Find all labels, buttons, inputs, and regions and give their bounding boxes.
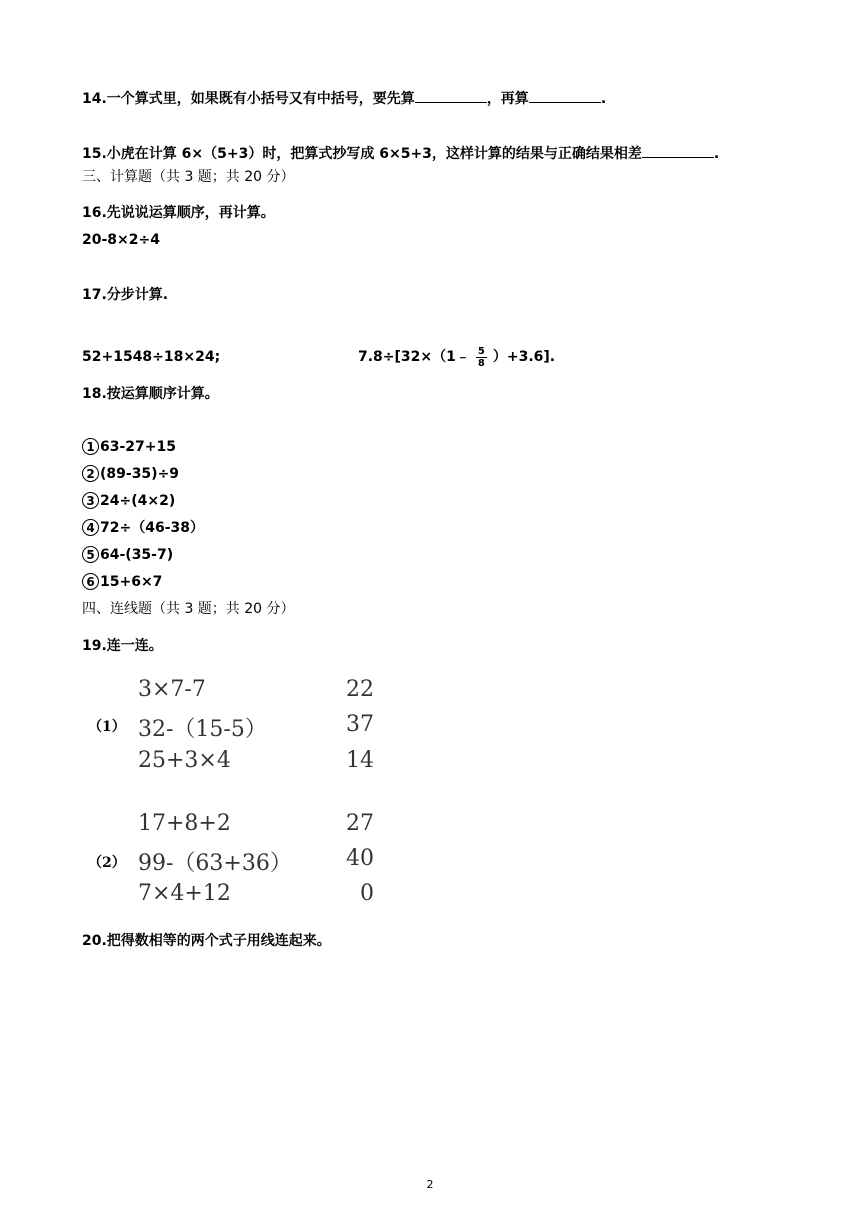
match-result[interactable]: 22 (346, 677, 374, 702)
question-16-title: 16.先说说运算顺序，再计算。 (82, 205, 275, 221)
section-heading-3: 三、计算题（共 3 题；共 20 分） (82, 169, 295, 185)
item-expression: 64-(35-7) (100, 547, 174, 563)
question-18-title: 18.按运算顺序计算。 (82, 386, 219, 402)
group-label: （2） (88, 855, 126, 871)
answer-blank[interactable] (529, 86, 601, 103)
question-20-title: 20.把得数相等的两个式子用线连起来。 (82, 933, 331, 949)
question-18-item (82, 518, 204, 538)
match-expression[interactable]: 17+8+2 (138, 811, 231, 836)
match-expression[interactable]: 25+3×4 (138, 748, 231, 773)
item-expression: (89-35)÷9 (100, 466, 180, 482)
section-heading-4: 四、连线题（共 3 题；共 20 分） (82, 601, 295, 617)
match-expression[interactable]: 99-（63+36） (138, 851, 292, 876)
expression-part-b: ）+3.6]. (492, 349, 556, 365)
expression-part-a: 7.8÷[32×（1﹣ (358, 349, 470, 365)
question-17-title: 17.分步计算. (82, 287, 169, 303)
fraction (476, 346, 487, 369)
answer-blank[interactable] (415, 86, 487, 103)
question-15 (82, 141, 719, 164)
circled-number: 6 (82, 573, 99, 590)
question-17-expression-1: 52+1548÷18×24; (82, 349, 221, 365)
question-18-item (82, 572, 162, 592)
item-expression: 72÷（46-38） (100, 520, 204, 536)
question-18-item (82, 464, 179, 484)
question-19-title: 19.连一连。 (82, 638, 163, 654)
match-result[interactable]: 0 (360, 881, 374, 906)
circled-number: 4 (82, 519, 99, 536)
item-expression: 63-27+15 (100, 439, 176, 455)
question-15-text-b: . (713, 146, 720, 162)
question-18-item (82, 491, 175, 511)
item-expression: 24÷(4×2) (100, 493, 176, 509)
circled-number: 5 (82, 546, 99, 563)
page-number: 2 (426, 1178, 434, 1191)
question-16-expression: 20-8×2÷4 (82, 232, 160, 248)
question-18-item (82, 437, 176, 457)
match-expression[interactable]: 32-（15-5） (138, 717, 267, 742)
question-14-text-a: 14.一个算式里，如果既有小括号又有中括号，要先算 (82, 91, 415, 107)
circled-number: 1 (82, 438, 99, 455)
match-result[interactable]: 14 (346, 748, 374, 773)
match-result[interactable]: 27 (346, 811, 374, 836)
question-14 (82, 86, 606, 109)
question-15-text-a: 15.小虎在计算 6×（5+3）时，把算式抄写成 6×5+3，这样计算的结果与正确结果相差 (82, 146, 642, 162)
question-18-item (82, 545, 173, 565)
question-17-expression-2 (358, 342, 555, 372)
question-14-text-c: . (600, 91, 607, 107)
circled-number: 2 (82, 465, 99, 482)
group-label: （1） (88, 719, 126, 735)
fraction-numerator: 5 (477, 345, 485, 357)
match-expression[interactable]: 3×7-7 (138, 677, 206, 702)
fraction-denominator: 8 (477, 357, 485, 369)
item-expression: 15+6×7 (100, 574, 163, 590)
answer-blank[interactable] (642, 141, 714, 158)
match-result[interactable]: 37 (346, 712, 374, 737)
circled-number: 3 (82, 492, 99, 509)
question-14-text-b: ，再算 (486, 91, 529, 107)
match-result[interactable]: 40 (346, 846, 374, 871)
match-expression[interactable]: 7×4+12 (138, 881, 231, 906)
